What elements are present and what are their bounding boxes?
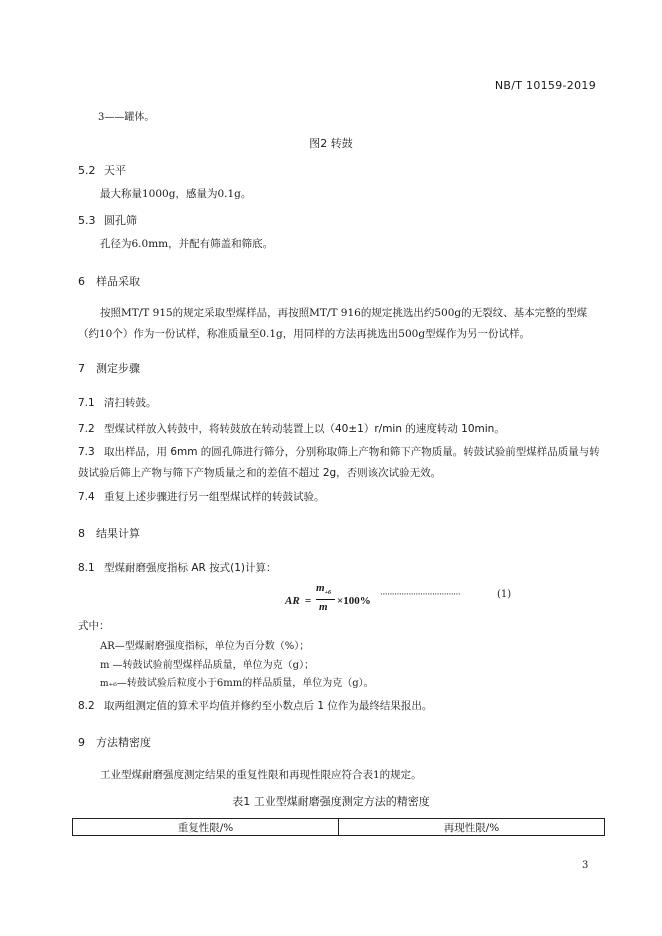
section-7-2: 7.2 型煤试样放入转鼓中，将转鼓放在转动装置上以（40±1）r/min 的速度转动 10min。 [78, 423, 505, 435]
section-6-title: 样品采取 [96, 275, 140, 288]
table-header-row [73, 819, 605, 836]
section-5-3-body: 孔径为6.0mm，并配有筛盖和筛底。 [100, 238, 274, 250]
formula-equals: = [305, 595, 312, 607]
section-7-title: 测定步骤 [96, 362, 140, 375]
where-item-m-plus6: m₊₆—转鼓试验后粒度小于6mm的样品质量，单位为克（g）。 [100, 678, 374, 689]
where-intro: 式中： [78, 620, 110, 632]
figure-legend-item: 3——罐体。 [98, 112, 155, 123]
section-8-title: 结果计算 [96, 527, 140, 540]
section-5-2-title: 天平 [104, 164, 126, 177]
formula-multiplier: ×100% [337, 595, 371, 607]
page-number: 3 [582, 860, 589, 871]
figure-caption: 图2 转鼓 [309, 137, 353, 150]
formula-leader-dots: ·································· [380, 590, 461, 600]
section-9-title: 方法精密度 [96, 736, 151, 749]
section-7-1: 7.1 清扫转鼓。 [78, 397, 157, 409]
section-8-1: 8.1 型煤耐磨强度指标 AR 按式(1)计算： [78, 562, 277, 574]
section-8-2: 8.2 取两组测定值的算术平均值并修约至小数点后 1 位作为最终结果报出。 [78, 700, 433, 712]
section-7-3: 7.3 取出样品，用 6mm 的圆孔筛进行筛分，分别称取筛上产物和筛下产物质量。转鼓试验前型煤样品质量与转鼓试验后筛上产物与筛下产物质量之和的差值不超过 2g，否则该次试验无效。 [78, 446, 600, 479]
header-reproducibility: 再现性限/% [339, 819, 605, 836]
section-5-2-body: 最大称量1000g，感量为0.1g。 [100, 188, 252, 200]
equation-number: (1) [497, 589, 512, 600]
standard-code: NB/T 10159-2019 [494, 79, 596, 92]
section-5-3-title: 圆孔筛 [104, 214, 137, 227]
section-8-heading: 8 结果计算 [78, 527, 140, 540]
section-6-heading: 6 样品采取 [78, 275, 140, 288]
section-5-2-heading: 5.2 天平 [78, 164, 126, 177]
table1-caption: 表1 工业型煤耐磨强度测定方法的精密度 [232, 795, 430, 808]
section-7-4: 7.4 重复上述步骤进行另一组型煤试样的转鼓试验。 [78, 491, 325, 503]
header-repeatability: 重复性限/% [73, 819, 339, 836]
section-9-body: 工业型煤耐磨强度测定结果的重复性限和再现性限应符合表1的规定。 [100, 769, 422, 781]
formula-lhs: AR [285, 595, 300, 607]
formula-denominator: m [319, 601, 328, 613]
where-item-ar: AR—型煤耐磨强度指标，单位为百分数（%）； [100, 641, 310, 652]
section-9-heading: 9 方法精密度 [78, 736, 151, 749]
section-7-heading: 7 测定步骤 [78, 362, 140, 375]
section-5-3-heading: 5.3 圆孔筛 [78, 214, 137, 227]
formula-numerator: $m_{+6}$ [316, 582, 331, 597]
fraction-bar [316, 599, 335, 600]
precision-table [72, 818, 605, 836]
section-6-body: 按照MT/T 915的规定采取型煤样品，再按照MT/T 916的规定挑选出约500g的无裂纹、基本完整的型煤（约10个）作为一份试样，称准质量至0.1g，用同样的方法再挑选出500g型煤作为另一份试样。 [78, 307, 588, 340]
where-item-m: m —转鼓试验前型煤样品质量，单位为克（g）； [100, 660, 315, 671]
